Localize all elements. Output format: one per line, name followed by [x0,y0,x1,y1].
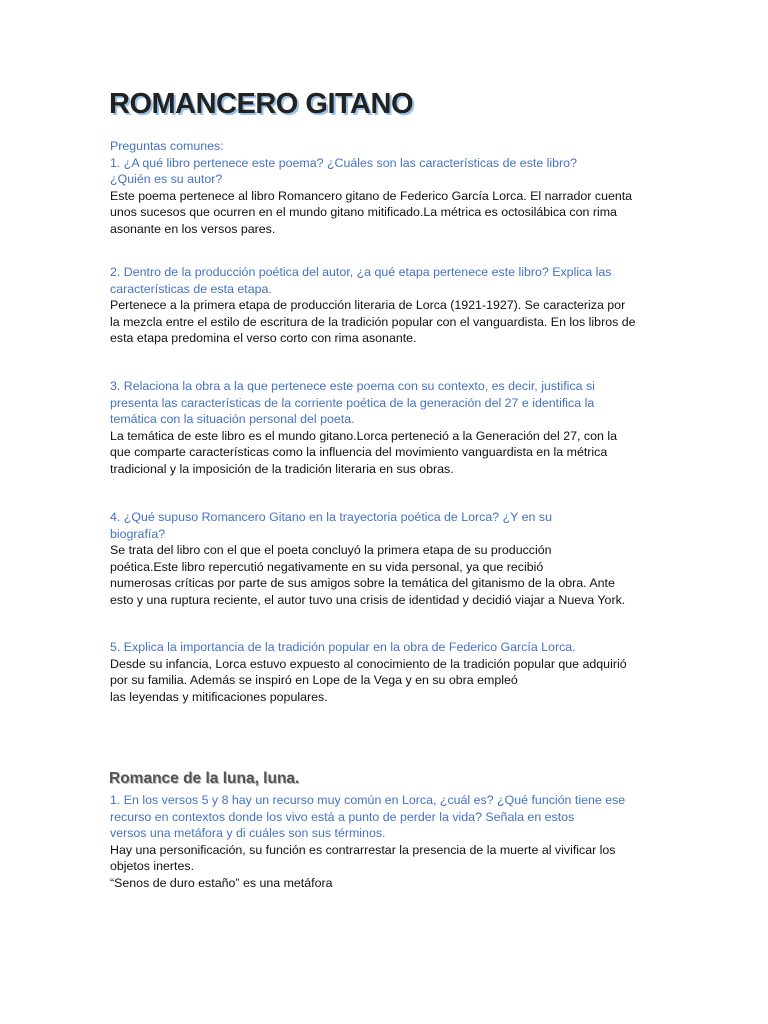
section-4 [110,509,625,609]
question-line: 4. ¿Qué supuso Romancero Gitano en la trayectoria poética de Lorca? ¿Y en su [110,510,552,524]
answer-line: Pertenece a la primera etapa de producción literaria de Lorca (1921-1927). Se caracteriza por [110,298,626,313]
question-line: 3. Relaciona la obra a la que pertenece este poema con su contexto, es decir, justifica si [110,379,595,393]
question-line: recurso en contextos donde los vivo está a punto de perder la vida? Señala en estos [110,809,575,824]
answer-line: unos sucesos que ocurren en el mundo gitano mitificado.La métrica es octosilábica con rima [110,205,617,220]
answer-line: “Senos de duro estaño” es una metáfora [110,875,333,890]
section-2 [110,264,636,347]
section-3 [110,378,617,478]
question-line: características de esta etapa. [110,281,272,296]
answer-line: Desde su infancia, Lorca estuvo expuesto al conocimiento de la tradición popular que adquirió [110,656,627,671]
answer-line: Este poema pertenece al libro Romancero gitano de Federico García Lorca. El narrador cuenta [110,188,633,203]
question-line: presenta las características de la corriente poética de la generación del 27 e identifica la [110,395,595,410]
question-line: temática con la situación personal del poeta. [110,412,355,427]
answer-line: asonante en los versos pares. [110,221,276,236]
section-1 [110,138,632,238]
question-line: versos una metáfora y di cuáles son sus términos. [110,826,386,841]
question-line: 5. Explica la importancia de la tradición popular en la obra de Federico García Lorca. [110,640,576,654]
question-line: Preguntas comunes: [110,139,224,153]
answer-line: Se trata del libro con el que el poeta concluyó la primera etapa de su producción [110,543,552,558]
document-title: ROMANCERO GITANO [109,88,414,120]
answer-line: poética.Este libro repercutió negativamente en su vida personal, ya que recibió [110,559,544,574]
section-5 [110,639,627,705]
answer-line: esto y una ruptura reciente, el autor tuvo una crisis de identidad y decidió viajar a Nueva York. [110,592,626,607]
answer-line: las leyendas y mitificaciones populares. [110,689,328,704]
question-line: biografía? [110,526,166,541]
answer-line: esta etapa predomina el verso corto con rima asonante. [110,331,417,346]
question-line: 1. ¿A qué libro pertenece este poema? ¿Cuáles son las características de este libro? [110,155,577,170]
romance-section [110,792,625,892]
answer-line: la mezcla entre el estilo de escritura de la tradición popular con el vanguardista. En los libros de [110,314,636,329]
question-line: ¿Quién es su autor? [110,172,223,187]
romance-title: Romance de la luna, luna. [109,770,300,787]
answer-line: objetos inertes. [110,859,195,874]
answer-line: La temática de este libro es el mundo gitano.Lorca perteneció a la Generación del 27, con la [110,428,617,443]
answer-line: numerosas críticas por parte de sus amigos sobre la temática del gitanismo de la obra. Ante [110,576,615,591]
answer-line: que comparte características como la influencia del movimiento vanguardista en la métrica [110,445,608,460]
answer-line: por su familia. Además se inspiró en Lope de la Vega y en su obra empleó [110,673,518,688]
question-line: 1. En los versos 5 y 8 hay un recurso muy común en Lorca, ¿cuál es? ¿Qué función tiene ese [110,793,626,807]
question-line: 2. Dentro de la producción poética del autor, ¿a qué etapa pertenece este libro? Explica las [110,265,612,279]
answer-line: Hay una personificación, su función es contrarrestar la presencia de la muerte al vivificar los [110,842,616,857]
answer-line: tradicional y la imposición de la tradición literaria en sus obras. [110,461,454,476]
